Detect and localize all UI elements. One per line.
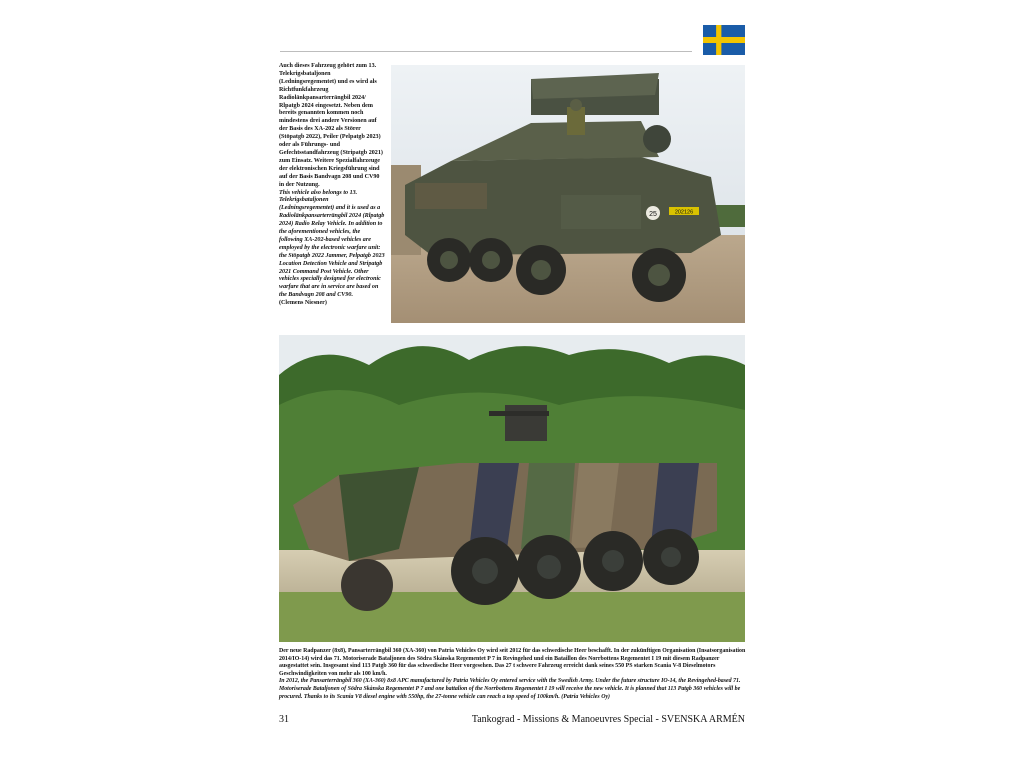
header-rule bbox=[280, 51, 692, 52]
patria-xa360-apc-photo bbox=[279, 335, 745, 642]
vehicle-number-marking: 25 bbox=[649, 211, 657, 218]
caption-german: Der neue Radpanzer (8x8), Pansarterrängbil 360 (XA-360) von Patria Vehicles Oy wird seit 2012 für das schwedische Heer beschafft. In der zukünftigen Organisation (Insatsorganisation 2014/IO-14) wird das 71. Motoriserade Bataljonen des Södra Skånska Regementet P 7 in Revingehed und ein Bataillon des Norrbottens Regementet I 19 mit diesem Radpanzer ausgestattet sein. Insgesamt sind 113 Patgb 360 für das schwedische Heer vorgesehen. Das 27 t schwere Fahrzeug erreicht dank seines 550 PS starken Scania V-8 Dieselmotors Geschwindigkeiten von mehr als 100 km/h. bbox=[279, 648, 746, 677]
bottom-photo-caption bbox=[279, 648, 746, 701]
caption-english: This vehicle also belongs to 13. Telekrigsbataljonen (Ledningsregementet) and it is used as a Radiolänkpansarterrängbil 2024 (Rlpatgb 2024) Radio Relay Vehicle. In addition to the aforementioned vehicles, the following XA-202-based vehicles are employed by the electronic warfare unit: the Stöpatgb 2022 Jammer, Pelpatgb 2023 Location Detection Vehicle and Stripatgb 2021 Command Post Vehicle. Other vehicles specially designed for electronic warfare that are in service are based on the Bandvagn 208 and CV90. bbox=[279, 189, 385, 299]
radio-relay-vehicle-photo bbox=[391, 65, 745, 323]
registration-plate: 202126 bbox=[674, 209, 694, 216]
caption-english: In 2012, the Pansarterrängbil 360 (XA-360) 8x8 APC manufactured by Patria Vehicles Oy entered service with the Swedish Army. Under the future structure IO-14, the Revingehed-based 71. Motoriserade Bataljonen of Södra Skånska Regementet P 7 and one battalion of the Norrbottens Regementet I 19 will receive the new vehicle. It is planned that 113 Patgb 360 vehicles will be procured. Thanks to its Scania V8 diesel engine with 550hp, the 27-tonne vehicle can reach a top speed of 100km/h. (Patria Vehicles Oy) bbox=[279, 678, 741, 700]
top-photo-caption bbox=[279, 63, 385, 308]
page-number: 31 bbox=[279, 714, 289, 725]
photo-credit: (Clemens Niesner) bbox=[279, 300, 327, 307]
caption-german: Auch dieses Fahrzeug gehört zum 13. Telekrigsbataljonen (Ledningsregementet) und es wird als Richtfunkfahrzeug Radiolänkpansarterrängbil 2024/ Rlpatgb 2024 eingesetzt. Neben dem bereits genannten kommen noch mindestens drei andere Versionen auf der Basis des XA-202 als Störer (Stöpatgb 2022), Peiler (Pelpatgb 2023) oder als Führungs- und Gefechtsstandfahrzeug (Stripatgb 2021) zum Einsatz. Weitere Spezialfahrzeuge der elektronischen Kriegsführung sind auf der Basis Bandvagn 208 und CV90 in der Nutzung. bbox=[279, 63, 383, 188]
running-title: Tankograd - Missions & Manoeuvres Special - SVENSKA ARMÉN bbox=[471, 714, 745, 725]
swedish-flag-icon bbox=[703, 25, 745, 55]
